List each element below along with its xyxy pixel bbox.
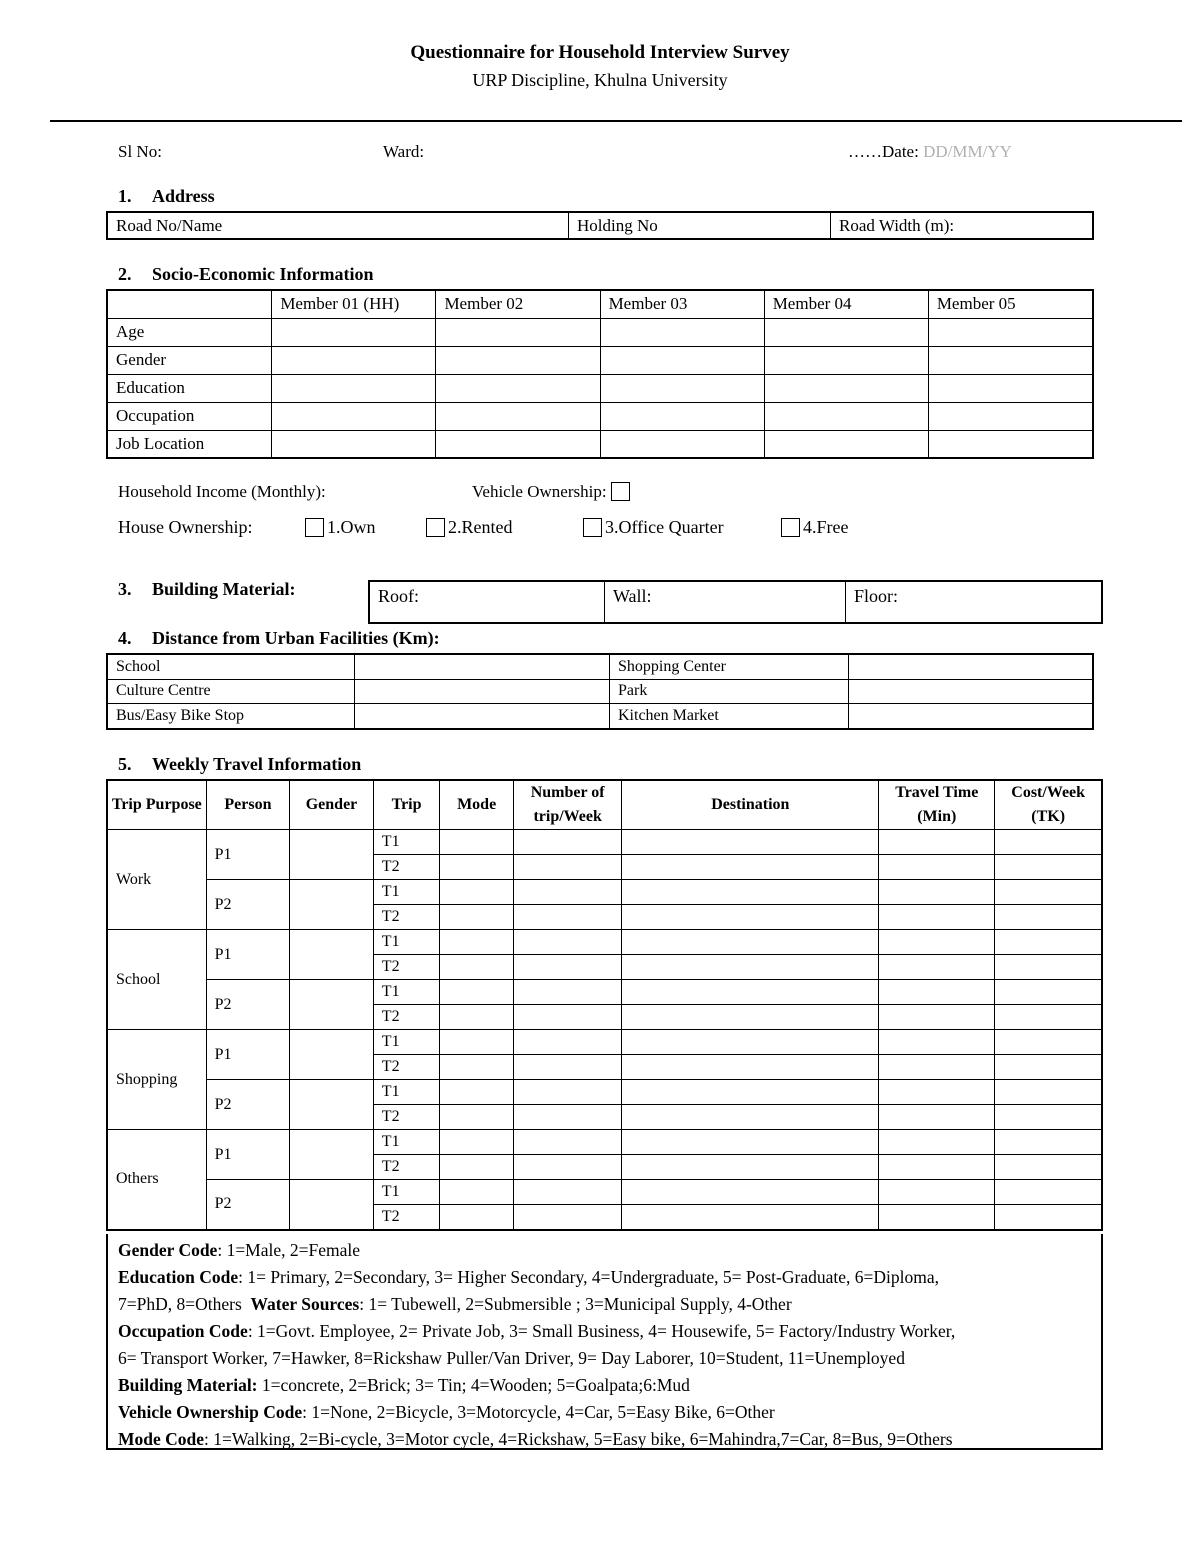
person-cell: P1: [206, 1030, 290, 1080]
trips-per-week-input[interactable]: [513, 905, 622, 930]
vehicle-ownership-code-line: Vehicle Ownership Code: 1=None, 2=Bicycle, 3=Motorcycle, 4=Car, 5=Easy Bike, 6=Other: [118, 1402, 775, 1422]
attribute-label: Job Location: [107, 430, 272, 458]
roof-field[interactable]: Roof:: [369, 581, 605, 623]
vehicle-ownership-label: Vehicle Ownership:: [472, 482, 607, 501]
member-value-input[interactable]: [436, 430, 600, 458]
date-label: ……Date:: [848, 142, 919, 161]
member-column-header: Member 05: [928, 290, 1093, 318]
destination-input[interactable]: [622, 1155, 879, 1180]
code-legend: [106, 1234, 1103, 1450]
section-building-heading: 3. Building Material:: [118, 579, 296, 599]
trips-per-week-input[interactable]: [513, 1105, 622, 1130]
destination-input[interactable]: [622, 880, 879, 905]
trip-cell: T1: [373, 930, 440, 955]
destination-input[interactable]: [622, 1005, 879, 1030]
travel-time-input[interactable]: [879, 1005, 995, 1030]
destination-input[interactable]: [622, 930, 879, 955]
member-column-header: Member 02: [436, 290, 600, 318]
travel-column-header: Destination: [622, 780, 879, 830]
trip-cell: T1: [373, 830, 440, 855]
trips-per-week-input[interactable]: [513, 1005, 622, 1030]
member-value-input[interactable]: [600, 430, 764, 458]
section-travel-heading: 5. Weekly Travel Information: [118, 754, 362, 774]
corner-cell: [107, 290, 272, 318]
facility-label: Bus/Easy Bike Stop: [107, 704, 355, 729]
member-value-input[interactable]: [272, 346, 436, 374]
gender-input[interactable]: [290, 1080, 374, 1130]
member-value-input[interactable]: [928, 402, 1093, 430]
member-value-input[interactable]: [436, 318, 600, 346]
attribute-label: Education: [107, 374, 272, 402]
member-value-input[interactable]: [436, 346, 600, 374]
travel-column-header: Trip Purpose: [107, 780, 206, 830]
sl-no-label: Sl No:: [118, 142, 162, 161]
member-value-input[interactable]: [436, 374, 600, 402]
mode-input[interactable]: [440, 1155, 514, 1180]
section-socio-heading: 2. Socio-Economic Information: [118, 264, 374, 284]
destination-input[interactable]: [622, 955, 879, 980]
travel-time-input[interactable]: [879, 905, 995, 930]
facility-label: School: [107, 654, 355, 679]
education-water-line: 7=PhD, 8=Others Water Sources: 1= Tubewell, 2=Submersible ; 3=Municipal Supply, 4-Other: [118, 1294, 792, 1314]
member-value-input[interactable]: [928, 374, 1093, 402]
travel-column-header: Trip: [373, 780, 440, 830]
travel-time-input[interactable]: [879, 855, 995, 880]
travel-time-input[interactable]: [879, 1080, 995, 1105]
checkbox[interactable]: [583, 518, 602, 537]
trips-per-week-input[interactable]: [513, 1030, 622, 1055]
facility-distance-input[interactable]: [849, 704, 1094, 729]
facility-label: Kitchen Market: [610, 704, 849, 729]
member-value-input[interactable]: [764, 402, 928, 430]
trip-cell: T2: [373, 1055, 440, 1080]
member-value-input[interactable]: [764, 374, 928, 402]
travel-time-input[interactable]: [879, 1205, 995, 1230]
member-value-input[interactable]: [600, 402, 764, 430]
person-cell: P2: [206, 1080, 290, 1130]
trips-per-week-input[interactable]: [513, 1180, 622, 1205]
facility-label: Park: [610, 679, 849, 704]
facility-distance-input[interactable]: [355, 654, 610, 679]
occupation-code-line: Occupation Code: 1=Govt. Employee, 2= Private Job, 3= Small Business, 4= Housewife, 5= Factory/Industry Worker,: [118, 1321, 956, 1341]
travel-time-input[interactable]: [879, 930, 995, 955]
cost-per-week-input[interactable]: [995, 1155, 1102, 1180]
mode-input[interactable]: [440, 1030, 514, 1055]
destination-input[interactable]: [622, 980, 879, 1005]
page-title: Questionnaire for Household Interview Survey: [410, 42, 790, 63]
travel-column-header: Number of trip/Week: [513, 780, 622, 830]
person-cell: P1: [206, 830, 290, 880]
person-cell: P2: [206, 980, 290, 1030]
trips-per-week-input[interactable]: [513, 1130, 622, 1155]
destination-input[interactable]: [622, 1080, 879, 1105]
person-cell: P1: [206, 930, 290, 980]
ward-label: Ward:: [383, 142, 425, 161]
member-value-input[interactable]: [600, 374, 764, 402]
address-table: [106, 211, 1094, 240]
trip-cell: T2: [373, 1205, 440, 1230]
mode-input[interactable]: [440, 955, 514, 980]
destination-input[interactable]: [622, 1180, 879, 1205]
travel-time-input[interactable]: [879, 955, 995, 980]
floor-field[interactable]: Floor:: [846, 581, 1103, 623]
trip-cell: T1: [373, 1130, 440, 1155]
gender-code-line: Gender Code: 1=Male, 2=Female: [118, 1240, 361, 1260]
mode-input[interactable]: [440, 930, 514, 955]
wall-field[interactable]: Wall:: [605, 581, 846, 623]
trip-cell: T2: [373, 1005, 440, 1030]
building-material-table: [368, 580, 1103, 624]
person-cell: P2: [206, 880, 290, 930]
travel-time-input[interactable]: [879, 880, 995, 905]
mode-input[interactable]: [440, 830, 514, 855]
trips-per-week-input[interactable]: [513, 880, 622, 905]
cost-per-week-input[interactable]: [995, 955, 1102, 980]
destination-input[interactable]: [622, 830, 879, 855]
gender-input[interactable]: [290, 930, 374, 980]
trip-cell: T2: [373, 1105, 440, 1130]
holding-no-field[interactable]: Holding No: [569, 212, 831, 239]
travel-column-header: Travel Time (Min): [879, 780, 995, 830]
member-value-input[interactable]: [764, 346, 928, 374]
travel-time-input[interactable]: [879, 1055, 995, 1080]
page-subtitle: URP Discipline, Khulna University: [472, 70, 728, 90]
attribute-label: Gender: [107, 346, 272, 374]
trip-cell: T1: [373, 1180, 440, 1205]
road-width-field[interactable]: Road Width (m):: [831, 212, 1094, 239]
person-cell: P1: [206, 1130, 290, 1180]
facility-distance-input[interactable]: [355, 704, 610, 729]
destination-input[interactable]: [622, 1055, 879, 1080]
person-cell: P2: [206, 1180, 290, 1230]
facility-label: Shopping Center: [610, 654, 849, 679]
facility-label: Culture Centre: [107, 679, 355, 704]
cost-per-week-input[interactable]: [995, 1030, 1102, 1055]
travel-time-input[interactable]: [879, 980, 995, 1005]
attribute-label: Occupation: [107, 402, 272, 430]
cost-per-week-input[interactable]: [995, 1180, 1102, 1205]
section-distance-heading: 4. Distance from Urban Facilities (Km):: [118, 628, 440, 648]
travel-time-input[interactable]: [879, 1030, 995, 1055]
cost-per-week-input[interactable]: [995, 1080, 1102, 1105]
mode-code-line: Mode Code: 1=Walking, 2=Bi-cycle, 3=Motor cycle, 4=Rickshaw, 5=Easy bike, 6=Mahindra,7=Car, 8=Bus, 9=Others: [118, 1429, 953, 1449]
member-value-input[interactable]: [272, 430, 436, 458]
distance-table: [106, 653, 1094, 730]
trip-cell: T1: [373, 980, 440, 1005]
trip-purpose-cell: Others: [107, 1130, 206, 1230]
trips-per-week-input[interactable]: [513, 1055, 622, 1080]
cost-per-week-input[interactable]: [995, 1105, 1102, 1130]
destination-input[interactable]: [622, 1030, 879, 1055]
trip-purpose-cell: Shopping: [107, 1030, 206, 1130]
gender-input[interactable]: [290, 1180, 374, 1230]
header-divider: [50, 120, 1182, 122]
trip-cell: T2: [373, 905, 440, 930]
facility-distance-input[interactable]: [849, 654, 1094, 679]
member-column-header: Member 04: [764, 290, 928, 318]
mode-input[interactable]: [440, 1205, 514, 1230]
education-code-line: Education Code: 1= Primary, 2=Secondary, 3= Higher Secondary, 4=Undergraduate, 5= Post-Graduate, 6=Diploma,: [118, 1267, 939, 1287]
cost-per-week-input[interactable]: [995, 1130, 1102, 1155]
member-value-input[interactable]: [928, 430, 1093, 458]
mode-input[interactable]: [440, 905, 514, 930]
travel-column-header: Mode: [440, 780, 514, 830]
travel-time-input[interactable]: [879, 1130, 995, 1155]
travel-column-header: Cost/Week (TK): [995, 780, 1102, 830]
gender-input[interactable]: [290, 980, 374, 1030]
cost-per-week-input[interactable]: [995, 1205, 1102, 1230]
cost-per-week-input[interactable]: [995, 930, 1102, 955]
weekly-travel-table: [106, 779, 1103, 1231]
member-value-input[interactable]: [928, 318, 1093, 346]
trips-per-week-input[interactable]: [513, 830, 622, 855]
road-name-field[interactable]: Road No/Name: [107, 212, 569, 239]
house-option-office-quarter[interactable]: 3.Office Quarter: [583, 517, 724, 538]
cost-per-week-input[interactable]: [995, 1055, 1102, 1080]
mode-input[interactable]: [440, 1080, 514, 1105]
trips-per-week-input[interactable]: [513, 1080, 622, 1105]
cost-per-week-input[interactable]: [995, 830, 1102, 855]
gender-input[interactable]: [290, 1130, 374, 1180]
building-material-code-line: Building Material: 1=concrete, 2=Brick; 3= Tin; 4=Wooden; 5=Goalpata;6:Mud: [118, 1375, 690, 1395]
gender-input[interactable]: [290, 880, 374, 930]
house-option-rented[interactable]: 2.Rented: [426, 517, 513, 538]
travel-time-input[interactable]: [879, 1105, 995, 1130]
trip-cell: T1: [373, 1080, 440, 1105]
member-value-input[interactable]: [272, 374, 436, 402]
trips-per-week-input[interactable]: [513, 1205, 622, 1230]
mode-input[interactable]: [440, 1005, 514, 1030]
travel-column-header: Gender: [290, 780, 374, 830]
destination-input[interactable]: [622, 1130, 879, 1155]
member-value-input[interactable]: [272, 318, 436, 346]
house-ownership-label: House Ownership:: [118, 517, 253, 537]
gender-input[interactable]: [290, 1030, 374, 1080]
trip-cell: T2: [373, 955, 440, 980]
socio-economic-table: [106, 289, 1094, 459]
mode-input[interactable]: [440, 980, 514, 1005]
member-value-input[interactable]: [600, 318, 764, 346]
trip-cell: T2: [373, 855, 440, 880]
trips-per-week-input[interactable]: [513, 955, 622, 980]
cost-per-week-input[interactable]: [995, 905, 1102, 930]
vehicle-ownership-checkbox[interactable]: [611, 482, 630, 501]
mode-input[interactable]: [440, 1105, 514, 1130]
house-option-own[interactable]: 1.Own: [305, 517, 376, 538]
mode-input[interactable]: [440, 1130, 514, 1155]
checkbox[interactable]: [305, 518, 324, 537]
vehicle-ownership-field: [472, 482, 633, 502]
income-label: Household Income (Monthly):: [118, 482, 326, 501]
facility-distance-input[interactable]: [355, 679, 610, 704]
mode-input[interactable]: [440, 855, 514, 880]
mode-input[interactable]: [440, 1055, 514, 1080]
trips-per-week-input[interactable]: [513, 855, 622, 880]
checkbox[interactable]: [781, 518, 800, 537]
destination-input[interactable]: [622, 855, 879, 880]
facility-distance-input[interactable]: [849, 679, 1094, 704]
destination-input[interactable]: [622, 1205, 879, 1230]
travel-column-header: Person: [206, 780, 290, 830]
trip-cell: T1: [373, 1030, 440, 1055]
member-value-input[interactable]: [928, 346, 1093, 374]
member-value-input[interactable]: [272, 402, 436, 430]
destination-input[interactable]: [622, 905, 879, 930]
cost-per-week-input[interactable]: [995, 1005, 1102, 1030]
member-value-input[interactable]: [764, 430, 928, 458]
attribute-label: Age: [107, 318, 272, 346]
mode-input[interactable]: [440, 1180, 514, 1205]
trip-purpose-cell: School: [107, 930, 206, 1030]
checkbox[interactable]: [426, 518, 445, 537]
mode-input[interactable]: [440, 880, 514, 905]
member-column-header: Member 01 (HH): [272, 290, 436, 318]
member-value-input[interactable]: [764, 318, 928, 346]
trip-purpose-cell: Work: [107, 830, 206, 930]
gender-input[interactable]: [290, 830, 374, 880]
cost-per-week-input[interactable]: [995, 880, 1102, 905]
house-option-free[interactable]: 4.Free: [781, 517, 848, 538]
trips-per-week-input[interactable]: [513, 1155, 622, 1180]
cost-per-week-input[interactable]: [995, 980, 1102, 1005]
cost-per-week-input[interactable]: [995, 855, 1102, 880]
section-address-heading: 1. Address: [118, 186, 215, 206]
date-placeholder: DD/MM/YY: [923, 142, 1012, 161]
trips-per-week-input[interactable]: [513, 980, 622, 1005]
member-column-header: Member 03: [600, 290, 764, 318]
date-field[interactable]: [848, 142, 1012, 162]
trip-cell: T1: [373, 880, 440, 905]
occupation-code-line-2: 6= Transport Worker, 7=Hawker, 8=Rickshaw Puller/Van Driver, 9= Day Laborer, 10=Student, 11=Unemployed: [118, 1348, 905, 1368]
member-value-input[interactable]: [600, 346, 764, 374]
destination-input[interactable]: [622, 1105, 879, 1130]
member-value-input[interactable]: [436, 402, 600, 430]
travel-time-input[interactable]: [879, 1155, 995, 1180]
trips-per-week-input[interactable]: [513, 930, 622, 955]
trip-cell: T2: [373, 1155, 440, 1180]
travel-time-input[interactable]: [879, 1180, 995, 1205]
travel-time-input[interactable]: [879, 830, 995, 855]
